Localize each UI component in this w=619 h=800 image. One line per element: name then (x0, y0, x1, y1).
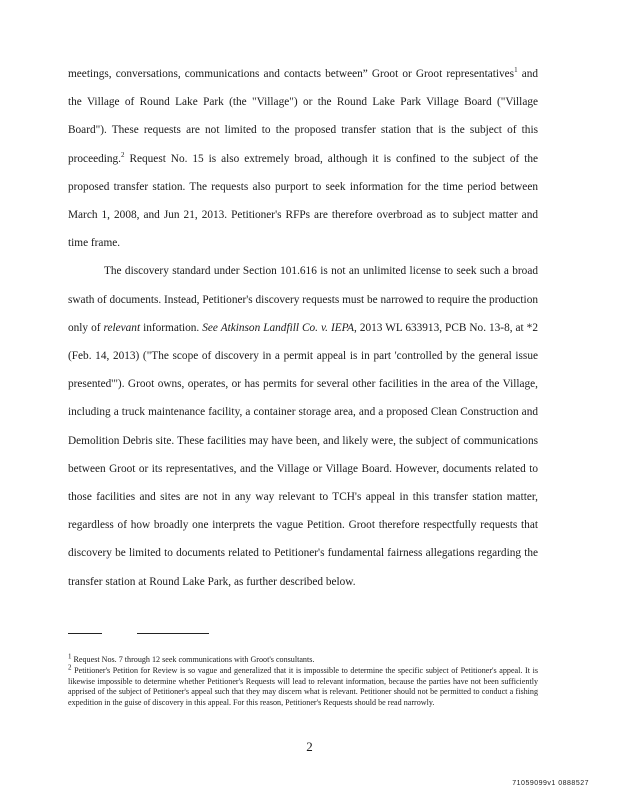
footnote-separator-right (137, 633, 209, 634)
case-citation: See Atkinson Landfill Co. v. IEPA (202, 321, 354, 334)
footnote-2: $^2$ Petitioner's Petition for Review is so vague and generalized that it is impossible to determine the specific subject of Petitioner's appeal. It is likewise impossible to determine whether Petitioner's Requests will lead to relevant information, because the parties have not been sufficiently apprised of the subject of Petitioner's appeal such that they may discern what is relevant. Petitioner should not be permitted to conduct a fishing expedition in the guise of discovery in this appeal. For this reason, Petitioner's Requests should be read narrowly. (68, 663, 538, 708)
footnote-separator-left (68, 633, 102, 634)
footnote-ref-2: 2 (121, 150, 125, 159)
emphasis-relevant: relevant (103, 321, 141, 334)
footnote-1: $^1$ Request Nos. 7 through 12 seek communications with Groot's consultants. (68, 652, 315, 664)
page-number: 2 (306, 739, 313, 754)
document-id: 71059099v1 0888527 (512, 780, 589, 787)
body-text (68, 60, 538, 596)
footnote-ref-1: 1 (514, 66, 518, 75)
footnotes (68, 652, 538, 709)
paragraph-continued: meetings, conversations, communications and contacts between” Groot or Groot representatives$^1$ and the Village of Round Lake Park (the "Village") or the Round Lake Park Village Board ("Village Board"). These requests are not limited to the proposed transfer station that is the subject of this proceeding.$^2$ Request No. 15 is also extremely broad, although it is confined to the subject of the proposed transfer station. The requests also purport to seek information for the time period between March 1, 2008, and Jun 21, 2013. Petitioner's RFPs are therefore overbroad as to subject matter and time frame. (68, 66, 539, 250)
paragraph-discovery-standard: The discovery standard under Section 101.616 is not an unlimited license to seek such a broad swath of documents. Instead, Petitioner's discovery requests must be narrowed to require the production only of relevant information. See Atkinson Landfill Co. v. IEPA, 2013 WL 633913, PCB No. 13-8, at *2 (Feb. 14, 2013) ("The scope of discovery in a permit appeal is in part 'controlled by the general issue presented'"). Groot owns, operates, or has permits for several other facilities in the area of the Village, including a truck maintenance facility, a container storage area, and a proposed Clean Construction and Demolition Debris site. These facilities may have been, and likely were, the subject of communications between Groot or its representatives, and the Village or Village Board. However, documents related to those facilities and sites are not in any way relevant to TCH's appeal in this transfer station matter, regardless of how broadly one interprets the vague Petition. Groot therefore respectfully requests that discovery be limited to documents related to Petitioner's fundamental fairness allegations regarding the transfer station at Round Lake Park, as further described below. (68, 265, 538, 588)
